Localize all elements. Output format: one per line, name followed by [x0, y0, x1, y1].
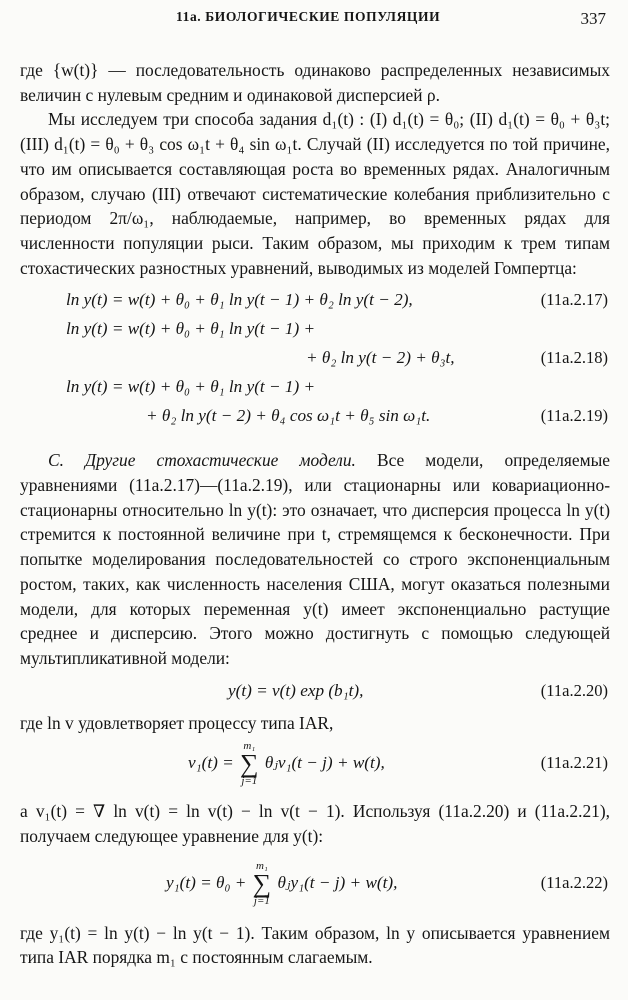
equation-line: ln y(t) = w(t) + θ₀ + θ₁ ln y(t − 1) + θ₂ ln y(t − 2), — [66, 290, 413, 310]
equation-number: (11а.2.17) — [540, 290, 608, 310]
equation-group — [20, 285, 610, 430]
equation-11a-2-18 — [20, 314, 610, 343]
equation-line: ln y(t) = w(t) + θ₀ + θ₁ ln y(t − 1) + — [66, 377, 316, 397]
equation-group — [20, 676, 610, 705]
equation-lhs: y₁(t) = θ₀ + — [166, 872, 247, 892]
equation-lhs: v₁(t) = — [188, 753, 234, 773]
equation-rhs: θⱼv₁(t − j) + w(t), — [264, 753, 385, 773]
sigma-symbol: ∑ — [240, 749, 259, 779]
equation-number: (11а.2.18) — [540, 348, 608, 368]
equation-11a-2-22 — [20, 855, 610, 911]
equation-line: + θ₂ ln y(t − 2) + θ₄ cos ω₁t + θ₅ sin ω₁t. — [146, 406, 431, 426]
paragraph: Мы исследуем три способа задания d₁(t) : (I) d₁(t) = θ₀; (II) d₁(t) = θ₀ + θ₃t; (III) d₁(t) = θ₀ + θ₃ cos ω₁t + θ₄ sin ω₁t. Случай (II) исследуется по той причине, что им описывается составляющая роста во временных рядах. Аналогичным образом, случаю (III) отвечают систематические колебания приблизительно с периодом 2π/ω₁, наблюдаемые, например, во временных рядах для численности популяции рыси. Таким образом, мы приходим к трем типам стохастических разностных уравнений, выводимых из моделей Гомпертца: — [20, 109, 610, 278]
section-text: Все модели, определяемые уравнениями (11а.2.17)—(11а.2.19), или стационарны или ковариационно-стационарны относительно ln y(t): это означает, что дисперсия процесса ln y(t) стремится к постоянной величине при t, стремящемся к бесконечности. При попытке моделирования последовательностей со строго экспоненциальным ростом, таких, как численность населения США, могут оказаться полезными модели, для которых переменная y(t) имеет экспоненциально растущие среднее и дисперсию. Этого можно достигнуть с помощью следующей мультипликативной модели: — [20, 450, 610, 668]
paragraph: а v₁(t) = ∇ ln v(t) = ln v(t) − ln v(t − 1). Используя (11а.2.20) и (11а.2.21), получаем следующее уравнение для y(t): — [20, 801, 610, 847]
sum-lower-limit: j=1 — [253, 894, 270, 907]
paragraph: где ln v удовлетворяет процессу типа IAR, — [20, 712, 334, 733]
equation-11a-2-19-cont — [20, 401, 610, 430]
equation-11a-2-20 — [20, 676, 610, 705]
section-title: C. Другие стохастические модели. — [48, 450, 356, 471]
sigma-symbol: ∑ — [252, 868, 272, 898]
paragraph: где y₁(t) = ln y(t) − ln y(t − 1). Таким образом, ln y описывается уравнением типа IAR порядка m₁ с постоянным слагаемым. — [20, 922, 610, 968]
page-number: 337 — [580, 9, 606, 28]
equation-number: (11а.2.21) — [540, 753, 608, 773]
equation-11a-2-17 — [20, 285, 610, 314]
equation-number: (11а.2.19) — [540, 406, 608, 426]
sum-upper-limit: m₁ — [256, 859, 268, 872]
equation-line: y(t) = v(t) exp (b₁t), — [228, 680, 364, 700]
equation-11a-2-18-cont — [20, 343, 610, 372]
page-body — [20, 58, 610, 970]
running-head: 11а. БИОЛОГИЧЕСКИЕ ПОПУЛЯЦИИ — [176, 9, 441, 24]
equation-number: (11а.2.22) — [540, 872, 608, 892]
equation-number: (11а.2.20) — [540, 680, 608, 700]
summation-sign — [240, 741, 259, 787]
equation-11a-2-19 — [20, 372, 610, 401]
equation-line: + θ₂ ln y(t − 2) + θ₃t, — [306, 348, 455, 368]
equation-11a-2-21 — [20, 735, 610, 791]
sum-upper-limit: m₁ — [243, 740, 256, 753]
section-paragraph — [20, 448, 610, 670]
summation-sign — [253, 861, 272, 907]
paragraph: где {w(t)} — последовательность одинаково распределенных независимых величин с нулевым средним и одинаковой дисперсией ρ. — [20, 60, 610, 105]
sum-lower-limit: j=1 — [241, 775, 258, 788]
equation-rhs: θⱼy₁(t − j) + w(t), — [277, 872, 398, 892]
equation-line: ln y(t) = w(t) + θ₀ + θ₁ ln y(t − 1) + — [66, 319, 316, 339]
page-header — [0, 9, 628, 31]
